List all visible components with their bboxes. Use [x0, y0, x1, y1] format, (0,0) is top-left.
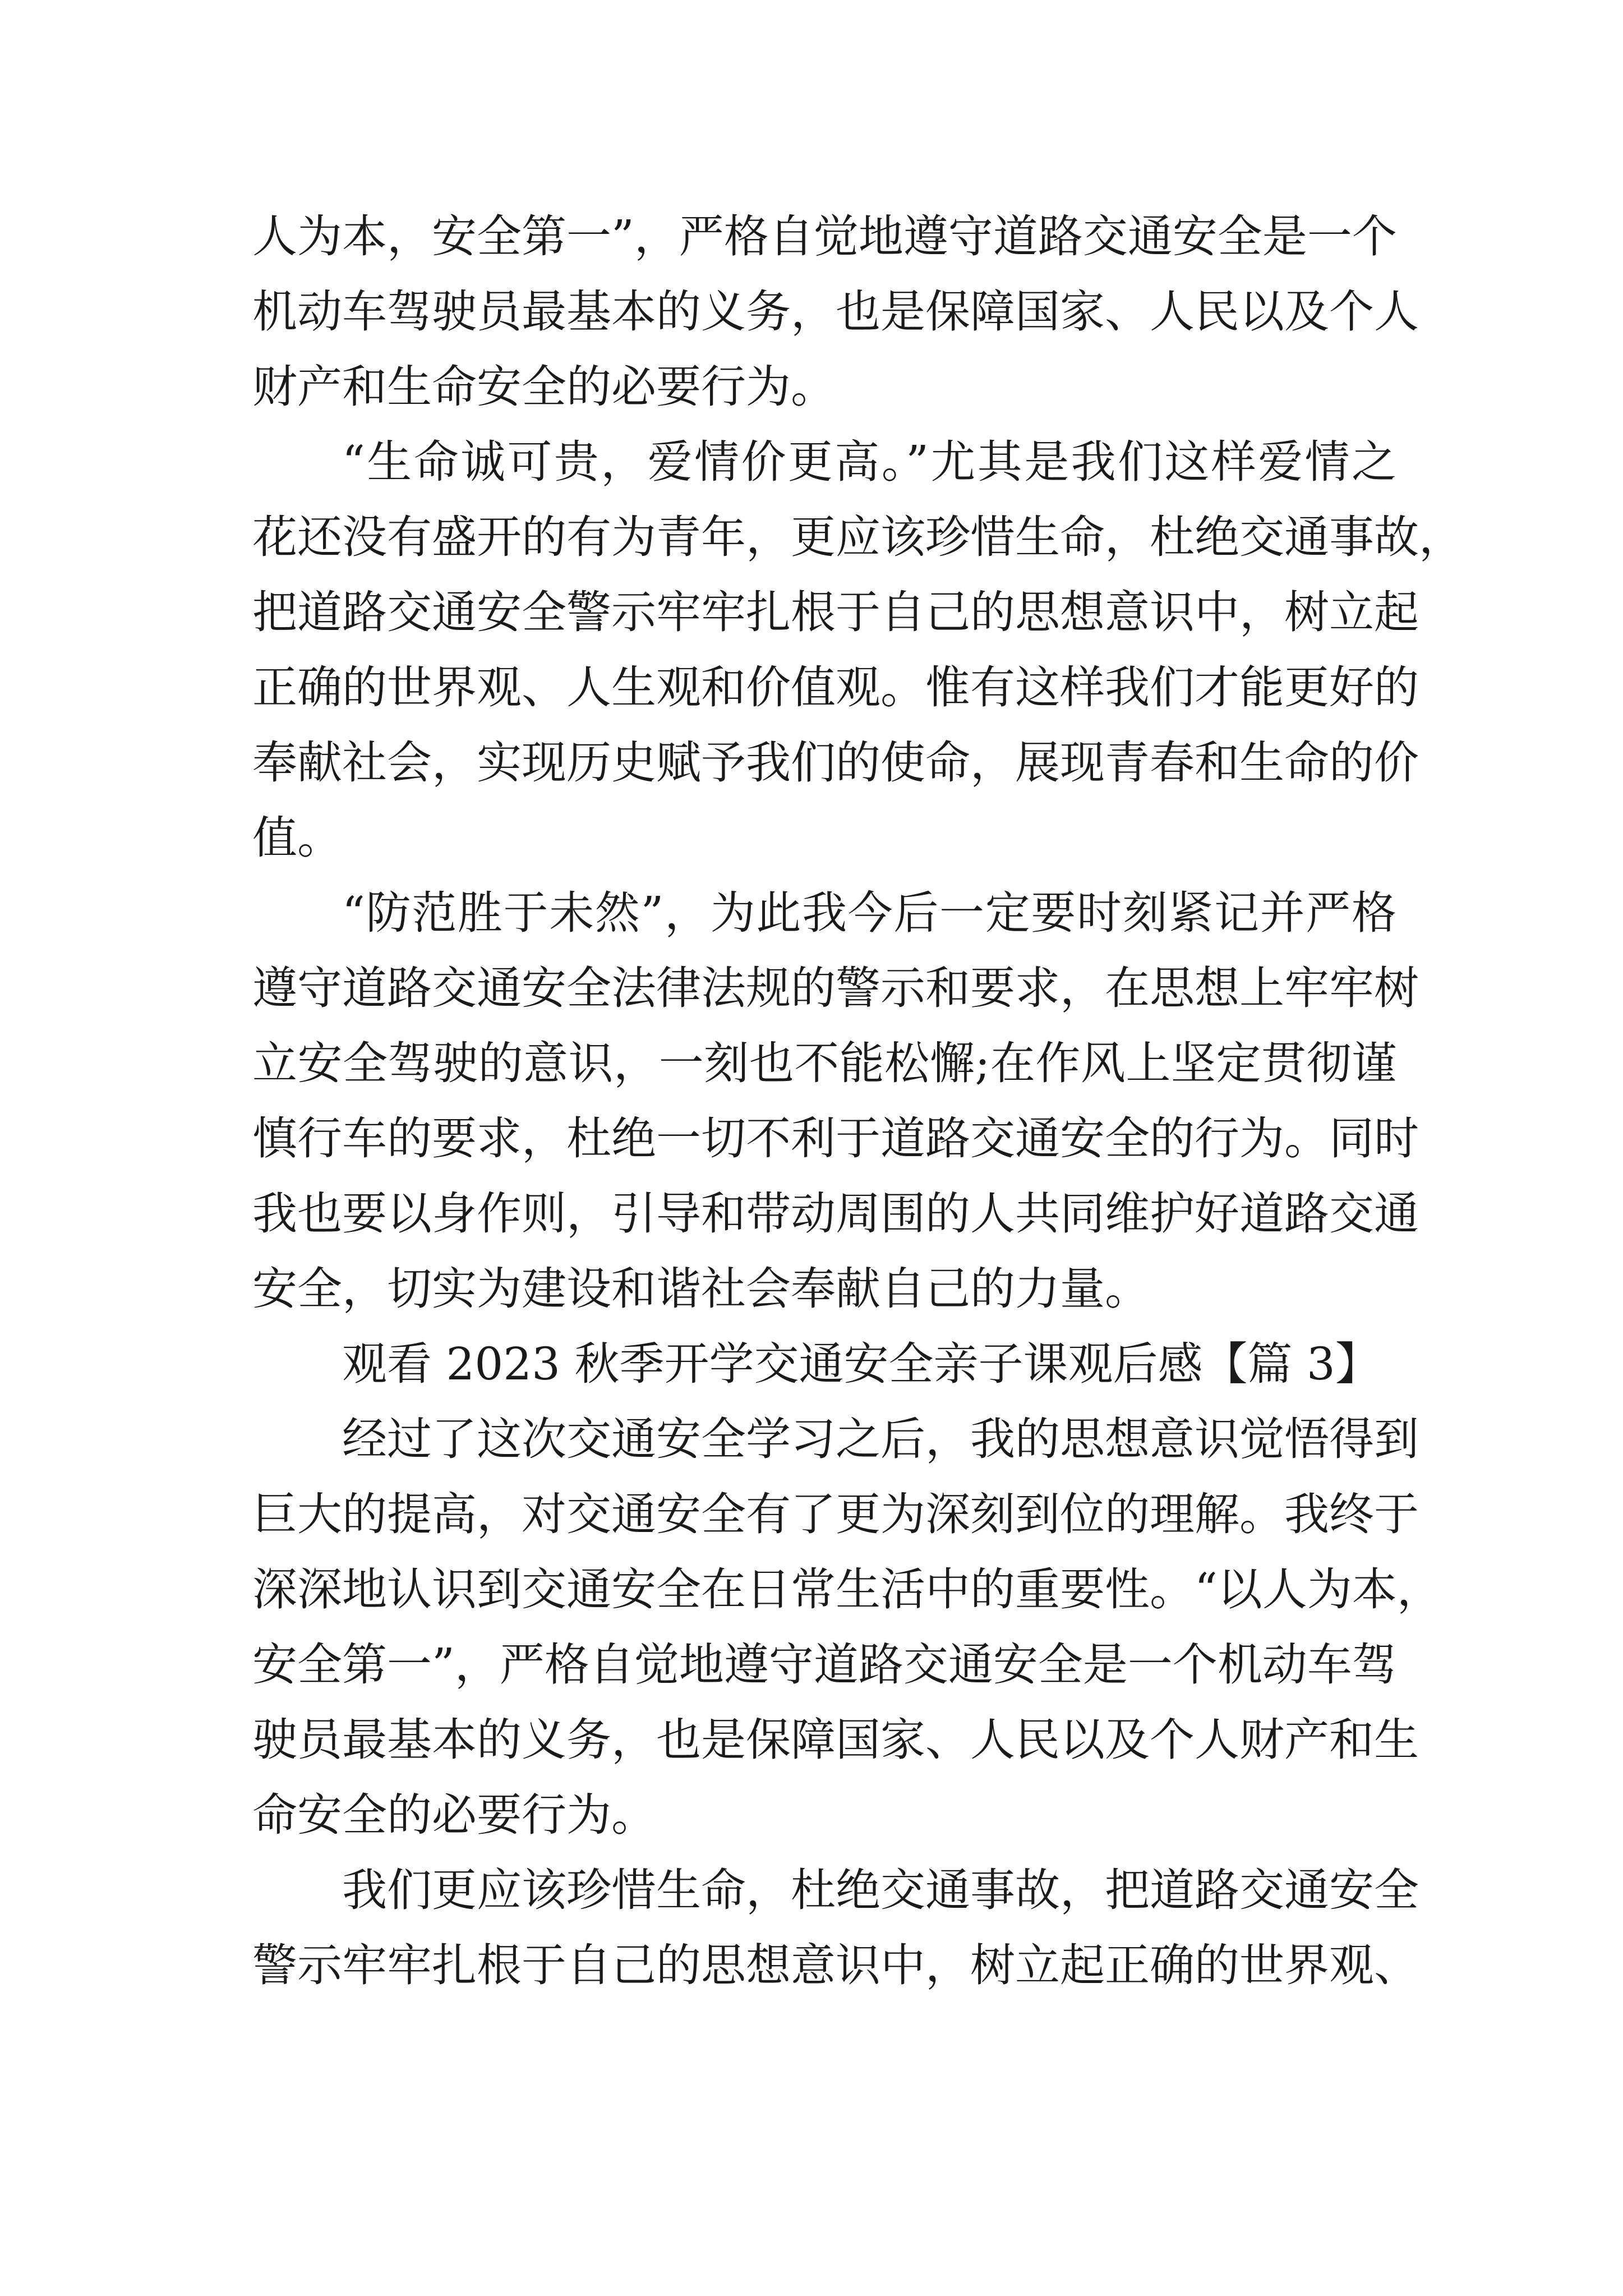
- text-line: 我也要以身作则，引导和带动周围的人共同维护好道路交通: [252, 1188, 1419, 1240]
- text-line: 安全，切实为建设和谐社会奉献自己的力量。: [252, 1263, 1150, 1315]
- body-text: [252, 199, 1464, 2003]
- text-line: 命安全的必要行为。: [252, 1789, 656, 1841]
- text-line: “生命诚可贵，爱情价更高。”尤其是我们这样爱情之: [342, 436, 1396, 488]
- text-line: 奉献社会，实现历史赋予我们的使命，展现青春和生命的价: [252, 737, 1419, 789]
- text-line: 把道路交通安全警示牢牢扎根于自己的思想意识中，树立起: [252, 586, 1419, 638]
- text-line: 立安全驾驶的意识，一刻也不能松懈;在作风上坚定贯彻谨: [252, 1037, 1396, 1089]
- text-line: 机动车驾驶员最基本的义务，也是保障国家、人民以及个人: [252, 286, 1419, 338]
- text-line: 经过了这次交通安全学习之后，我的思想意识觉悟得到: [342, 1413, 1419, 1465]
- text-line: “防范胜于未然”，为此我今后一定要时刻紧记并严格: [342, 887, 1396, 939]
- text-line: 警示牢牢扎根于自己的思想意识中，树立起正确的世界观、: [252, 1939, 1419, 1991]
- text-line: 正确的世界观、人生观和价值观。惟有这样我们才能更好的: [252, 661, 1419, 714]
- text-line: 深深地认识到交通安全在日常生活中的重要性。“以人为本，: [252, 1563, 1442, 1616]
- text-line: 人为本，安全第一”，严格自觉地遵守道路交通安全是一个: [252, 210, 1397, 263]
- text-line: 值。: [252, 812, 342, 864]
- section-heading: 观看 2023 秋季开学交通安全亲子课观后感【篇 3】: [342, 1338, 1380, 1390]
- text-line: 安全第一”，严格自觉地遵守道路交通安全是一个机动车驾: [252, 1639, 1397, 1691]
- text-line: 花还没有盛开的有为青年，更应该珍惜生命，杜绝交通事故，: [252, 511, 1464, 563]
- text-line: 巨大的提高，对交通安全有了更为深刻到位的理解。我终于: [252, 1488, 1419, 1540]
- text-line: 慎行车的要求，杜绝一切不利于道路交通安全的行为。同时: [252, 1112, 1419, 1165]
- text-line: 财产和生命安全的必要行为。: [252, 361, 836, 413]
- text-line: 遵守道路交通安全法律法规的警示和要求，在思想上牢牢树: [252, 962, 1419, 1014]
- text-line: 我们更应该珍惜生命，杜绝交通事故，把道路交通安全: [342, 1864, 1419, 1916]
- text-line: 驶员最基本的义务，也是保障国家、人民以及个人财产和生: [252, 1714, 1419, 1766]
